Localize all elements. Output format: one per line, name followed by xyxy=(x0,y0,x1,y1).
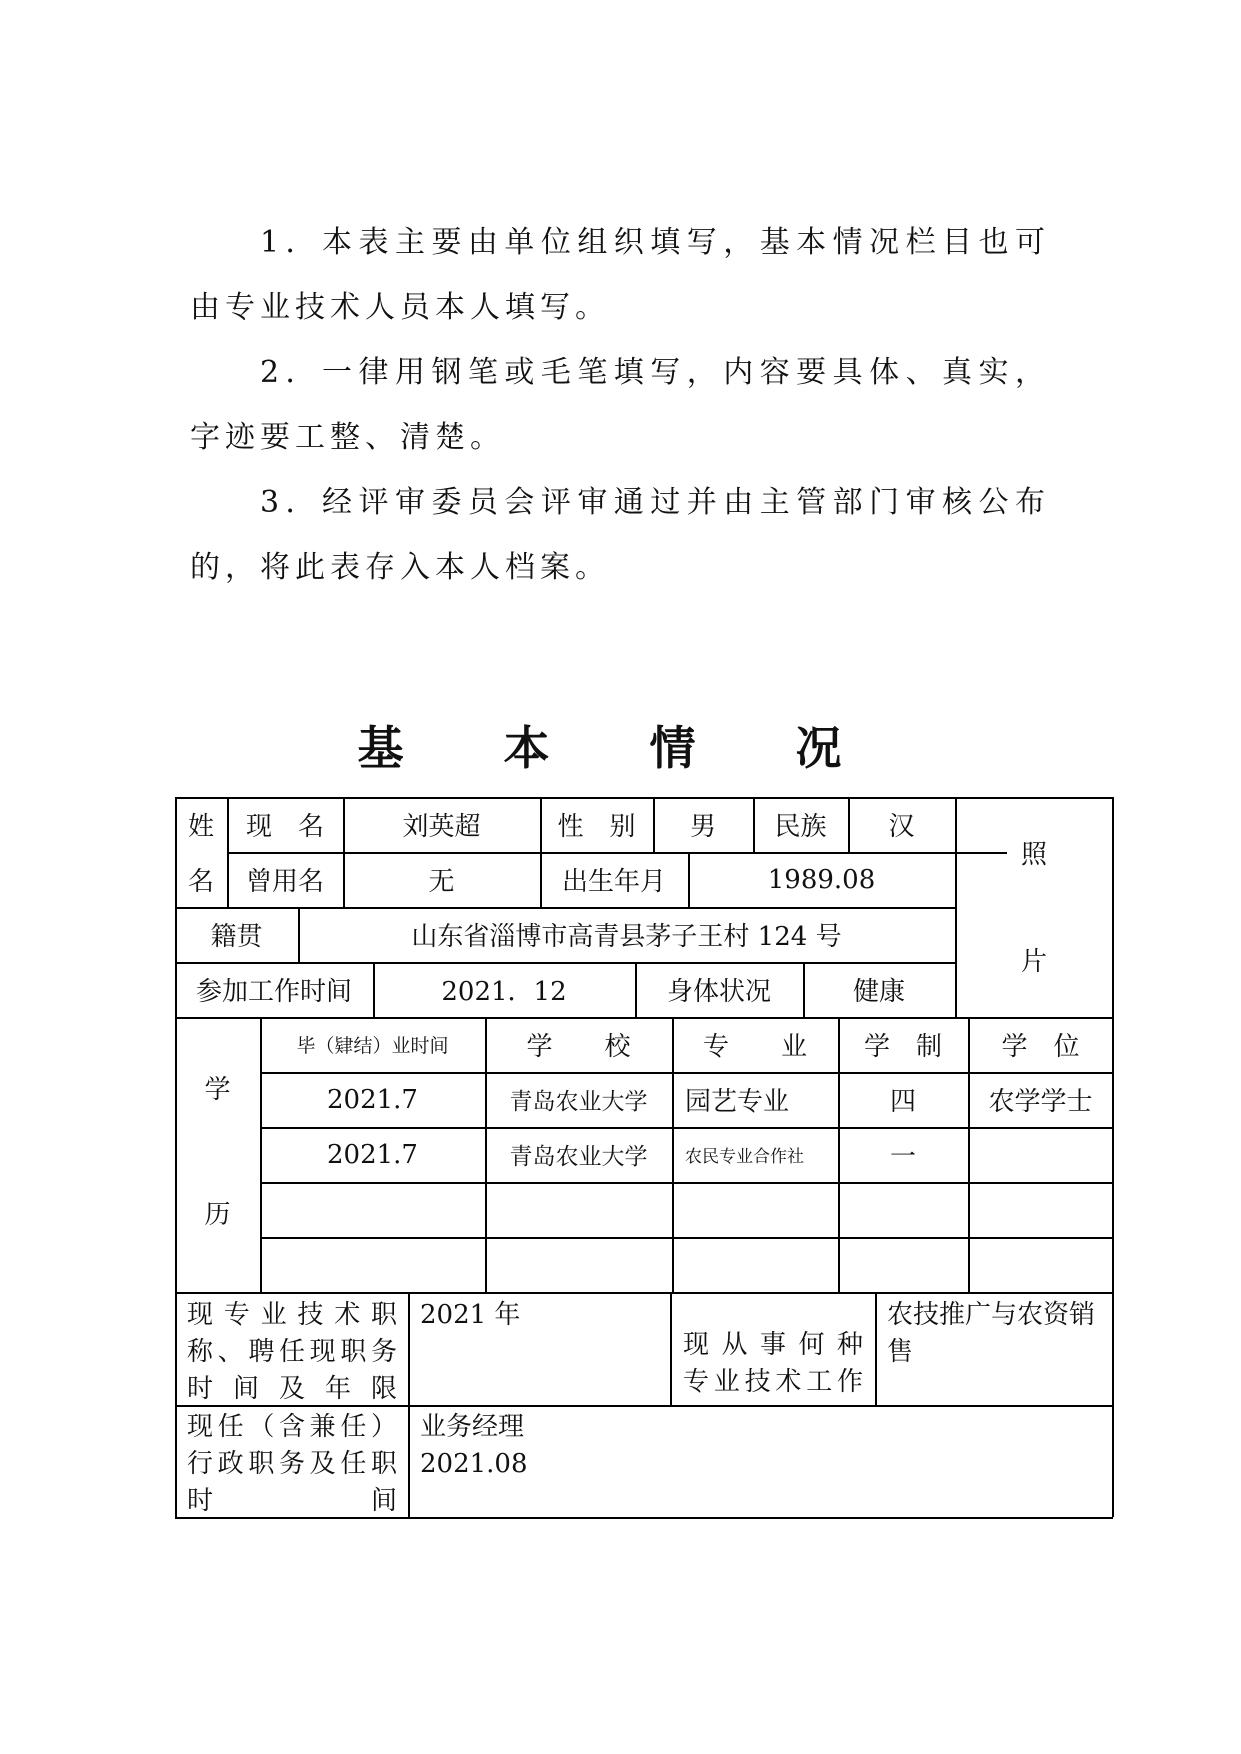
admin-label-line-1: 现任（含兼任） xyxy=(187,1412,397,1442)
section-title: 基 本 情 况 xyxy=(357,721,884,775)
work-start-label: 参加工作时间 xyxy=(195,977,352,1007)
edu-header-degree: 学 位 xyxy=(1001,1032,1080,1062)
native-place-label: 籍贯 xyxy=(210,922,263,952)
work-start-value: 2021．12 xyxy=(441,977,567,1007)
profession-work-label-line-2: 专业技术工作 xyxy=(683,1367,863,1397)
health-value: 健康 xyxy=(852,977,905,1007)
edu-row-2-school: 青岛农业大学 xyxy=(509,1144,648,1170)
instruction-1: 1．本表主要由单位组织填写，基本情况栏目也可由专业技术人员本人填写。 xyxy=(190,225,1050,325)
ethnicity-label: 民族 xyxy=(774,812,827,842)
admin-position: 业务经理 xyxy=(420,1412,525,1442)
name-label-top: 姓 xyxy=(187,812,214,842)
photo-label-bottom: 片 xyxy=(1020,946,1047,977)
profession-title-value: 2021 年 xyxy=(420,1300,521,1330)
instructions xyxy=(190,210,1050,600)
photo-label-top: 照 xyxy=(1020,839,1047,870)
education-label-bottom: 历 xyxy=(204,1199,231,1230)
health-label: 身体状况 xyxy=(666,977,771,1007)
birth-label: 出生年月 xyxy=(561,867,666,897)
edu-row-2-date: 2021.7 xyxy=(327,1139,418,1170)
profession-title-label-line-3: 时间及年限 xyxy=(187,1374,397,1404)
education-label-top: 学 xyxy=(204,1074,231,1105)
native-place-value: 山东省淄博市高青县茅子王村 124 号 xyxy=(411,922,842,952)
current-name-label: 现 名 xyxy=(245,812,324,842)
admin-label-line-3: 时间 xyxy=(187,1486,397,1516)
instruction-3: 3．经评审委员会评审通过并由主管部门审核公布的，将此表存入本人档案。 xyxy=(190,485,1050,585)
edu-row-2-duration: 一 xyxy=(889,1142,916,1172)
edu-header-school: 学 校 xyxy=(526,1032,631,1062)
edu-header-major: 专 业 xyxy=(702,1032,807,1062)
admin-label-line-2: 行政职务及任职 xyxy=(187,1449,397,1479)
admin-position-value xyxy=(420,1409,528,1483)
former-name-value: 无 xyxy=(428,867,455,897)
edu-row-1-major: 园艺专业 xyxy=(685,1087,790,1117)
profession-title-label-line-1: 现专业技术职 xyxy=(187,1300,397,1330)
admin-position-label xyxy=(187,1409,397,1520)
admin-date: 2021.08 xyxy=(420,1449,528,1479)
gender-value: 男 xyxy=(689,812,716,842)
instruction-2: 2．一律用钢笔或毛笔填写，内容要具体、真实，字迹要工整、清楚。 xyxy=(190,355,1050,455)
edu-row-1-date: 2021.7 xyxy=(327,1084,418,1115)
edu-header-duration: 学 制 xyxy=(863,1032,942,1062)
basic-info-table xyxy=(175,797,1113,1517)
profession-work-label-line-1: 现从事何种 xyxy=(683,1330,863,1360)
ethnicity-value: 汉 xyxy=(888,812,915,842)
profession-title-label-line-2: 称、聘任现职务 xyxy=(187,1337,397,1367)
current-name-value: 刘英超 xyxy=(402,812,481,842)
profession-work-label xyxy=(683,1327,863,1401)
name-label-bottom: 名 xyxy=(187,867,214,897)
edu-row-1-duration: 四 xyxy=(889,1087,916,1117)
former-name-label: 曾用名 xyxy=(245,867,324,897)
birth-value: 1989.08 xyxy=(767,864,876,895)
profession-title-label xyxy=(187,1297,397,1408)
edu-row-2-degree xyxy=(968,1127,1113,1182)
edu-row-1-degree: 农学学士 xyxy=(988,1087,1093,1117)
edu-row-1-school: 青岛农业大学 xyxy=(509,1089,648,1115)
edu-header-date: 毕（肄结）业时间 xyxy=(296,1035,449,1057)
profession-work-value: 农技推广与农资销售 xyxy=(887,1300,1096,1367)
edu-row-2-major: 农民专业合作社 xyxy=(685,1147,804,1167)
gender-label: 性 别 xyxy=(557,812,636,842)
